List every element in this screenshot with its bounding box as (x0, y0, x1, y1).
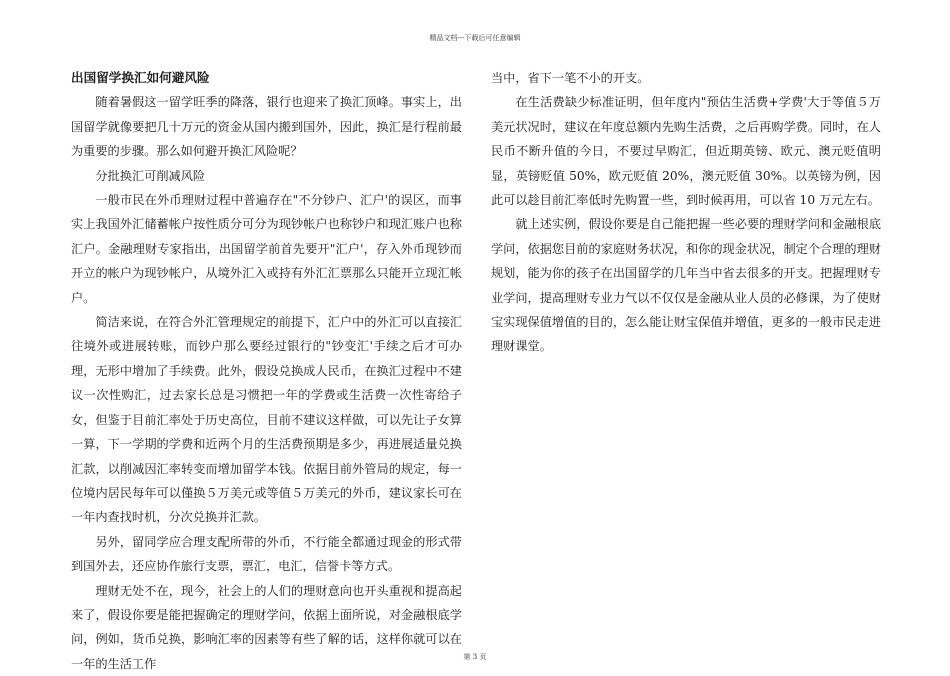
paragraph-conclusion: 就上述实例，假设你要是自己能把握一些必要的理财学问和金融根底学问，依据您目前的家庭财务状况，和你的现金状况，制定个合理的理财规划，能为你的孩子在出国留学的几年当中省去很多的开支。把握理财专业学问，提高理财专业力气以不仅仅是金融从业人员的必修课，为了使财宝实现保值增值的目的，怎么能让财宝保值并增值，更多的一般市民走进理财课堂。 (491, 217, 882, 354)
paragraph-continuation: 当中，省下一笔不小的开支。 (491, 71, 650, 85)
left-column (71, 66, 462, 676)
article-title: 出国留学换汇如何避风险 (71, 70, 210, 85)
page-header: 精品文档---下载后可任意编辑 (429, 34, 521, 42)
section-subheading: 分批换汇可削减风险 (95, 168, 206, 183)
paragraph-intro: 随着暑假这一留学旺季的降落，银行也迎来了换汇顶峰。事实上，出国留学就像要把几十万元的资金从国内搬到国外，因此，换汇是行程前最为重要的步骤。那么如何避开换汇风险呢？ (71, 95, 462, 159)
right-column (491, 66, 881, 359)
paragraph-living-expenses: 在生活费缺少标准证明，但年度内"预估生活费+学费'大于等值５万美元状况时，建议在年度总额内先购生活费，之后再购学费。同时，在人民币不断升值的今日，不要过早购汇，但近期英镑、欧元、澳元贬值明显，英镑贬值 50%，欧元贬值 20%，澳元贬值 30%。以英镑为例，因此可以趁目前汇率低时先购置一些，到时候再用，可以省 10 万元左右。 (491, 95, 881, 208)
page-number: 第 3 页 (463, 653, 487, 661)
paragraph-exchange-advice: 简洁来说，在符合外汇管理规定的前提下，汇户中的外汇可以直接汇往境外或进展转账，而钞户那么要经过银行的"钞变汇'手续之后才可办理，无形中增加了手续费。此外，假设兑换成人民币，在换汇过程中不建议一次性购汇，过去家长总是习惯把一年的学费或生活费一次性寄给子女，但鉴于目前汇率处于历史高位，目前不建议这样做，可以先让子女算一算，下一学期的学费和近两个月的生活费预期是多少，再进展适量兑换汇款，以削减因汇率转变而增加留学本钱。依据目前外管局的规定，每一位境内居民每年可以僅换５万美元或等值５万美元的外币，建议家长可在一年内查找时机，分次兑换并汇款。 (71, 315, 462, 525)
paragraph-financial-knowledge: 理财无处不在，现今，社会上的人们的理财意向也开头重视和提高起来了，假设你要是能把握确定的理财学问，依据上面所说，对金融根底学问，例如，货币兑换，影响汇率的因素等有些了解的话，这样你就可以在一年的生活工作 (71, 583, 462, 671)
paragraph-payment-methods: 另外，留同学应合理支配所带的外币，不行能全都通过现金的形式带到国外去，还应协作旅行支票，票汇，电汇，信誉卡等方式。 (71, 534, 462, 574)
paragraph-account-types: 一般市民在外币理财过程中普遍存在"不分钞户、汇户'的误区，而事实上我国外汇储蓄帐户按性质分可分为现钞帐户也称钞户和现汇账户也称汇户。金融理财专家指出，出国留学前首先要开"汇户'，存入外币现钞而开立的帐户为现钞帐户，从境外汇入或持有外汇汇票那么只能开立现汇帐户。 (71, 193, 462, 305)
